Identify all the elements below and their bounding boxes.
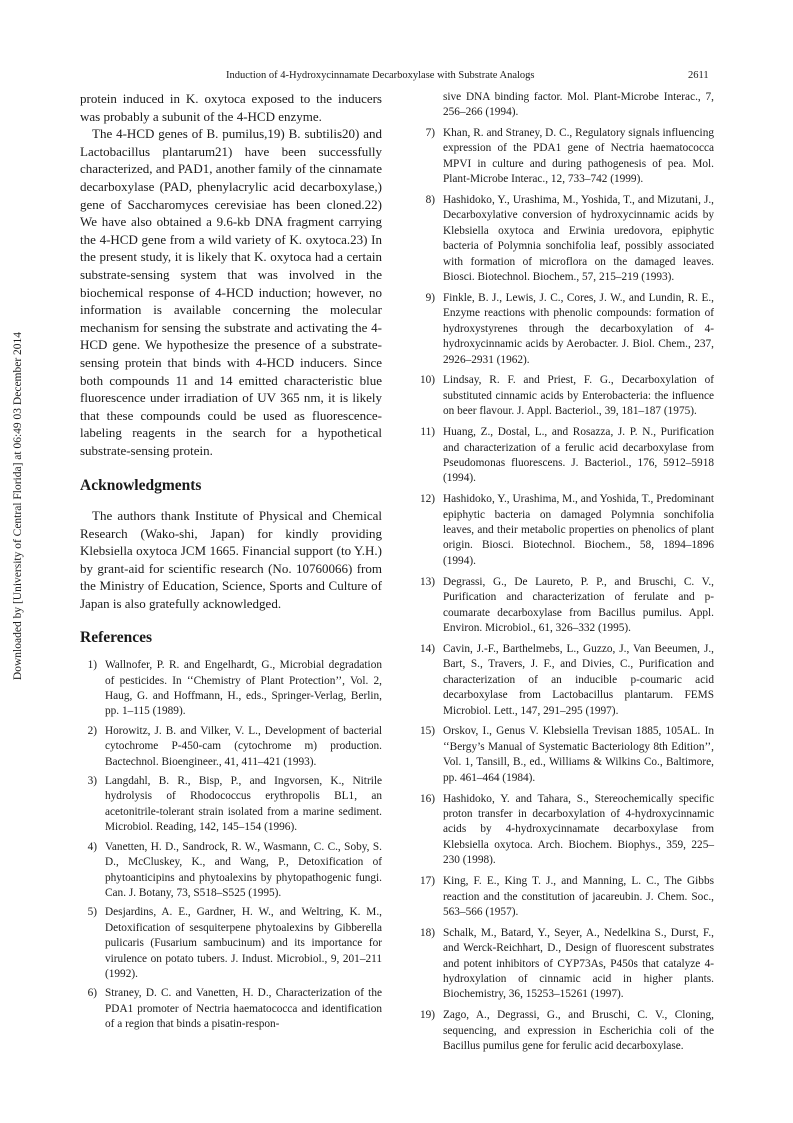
reference-item [412, 926, 714, 1003]
reference-text: Hashidoko, Y., Urashima, M., and Yoshida, T., Predominant epiphytic bacteria on damaged Polymnia sonchifolia leaves, and their metabolic properties on phenolics of plant origin. Biosci. Biotechnol. Biochem., 58, 1894–1896 (1994). [443, 493, 714, 567]
reference-number: 12) [419, 493, 435, 506]
reference-item [412, 642, 714, 719]
reference-number: 10) [419, 374, 435, 387]
reference-number: 15) [419, 725, 435, 738]
reference-text: Horowitz, J. B. and Vilker, V. L., Development of bacterial cytochrome P-450-cam (cytochrome m) production. Bactechnol. Bioengineer., 41, 411–421 (1993). [105, 724, 382, 768]
reference-number: 17) [419, 875, 435, 888]
reference-number: 2) [87, 724, 97, 737]
reference-number: 13) [419, 575, 435, 588]
reference-number: 1) [87, 659, 97, 672]
reference-item [80, 840, 382, 902]
reference-number: 6) [87, 987, 97, 1000]
reference-text: King, F. E., King T. J., and Manning, L. C., The Gibbs reaction and the constitution of jacareubin. J. Chem. Soc., 563–566 (1957). [443, 875, 714, 918]
reference-number: 18) [419, 926, 435, 939]
reference-text: Khan, R. and Straney, D. C., Regulatory signals influencing expression of the PDA1 gene of Nectria haematococca MPVI in culture and during pathogenesis of pea. Mol. Plant-Microbe Interac., 12, 733–742 (1999). [443, 126, 714, 186]
reference-text: Schalk, M., Batard, Y., Seyer, A., Nedelkina S., Durst, F., and Werck-Reichhart, D., Design of fluorescent substrates and potent inhibitors of CYP73As, P450s that catalyze 4-hydroxylation of cinnamic acid in higher plants. Biochemistry, 36, 15253–15261 (1997). [443, 926, 714, 1001]
reference-text: Lindsay, R. F. and Priest, F. G., Decarboxylation of substituted cinnamic acids by Enterobacteria: the influence on beer flavour. J. Appl. Bacteriol., 39, 181–187 (1975). [443, 374, 714, 418]
page-number: 2611 [688, 70, 709, 81]
reference-item [412, 193, 714, 285]
reference-continuation: sive DNA binding factor. Mol. Plant-Microbe Interac., 7, 256–266 (1994). [443, 91, 714, 119]
body-paragraph: The 4-HCD genes of B. pumilus,19) B. subtilis20) and Lactobacillus plantarum21) have been successfully characterized, and PAD1, another family of the cinnamate decarboxylase (PAD, phenylacrylic acid decarboxylase,) gene of Saccharomyces cerevisiae has been cloned.22) We have also obtained a 9.6-kb DNA fragment carrying the 4-HCD gene from a wild variety of K. oxytoca.23) In the present study, it is likely that K. oxytoca had a certain substrate-sensing system that was involved in the biochemical response of 4-HCD induction; however, no information is available concerning the molecular mechanism for sensing the substrate and activating the 4-HCD gene. We hypothesize the presence of a substrate-sensing protein that binds with 4-HCD inducers. Since both compounds 11 and 14 emitted characteristic blue fluorescence under irradiation of UV 365 nm, it is likely that these compounds could be used as fluorescence-labeling reagents in the search for a hypothetical substrate-sensing protein. [80, 126, 382, 458]
reference-item [80, 658, 382, 720]
reference-number: 11) [420, 426, 435, 439]
reference-number: 8) [425, 193, 435, 206]
reference-text: Desjardins, A. E., Gardner, H. W., and Weltring, K. M., Detoxification of sesquiterpene phytoalexins by Gibberella pulicaris (Fusarium sambucinum) and its importance for virulence on potato tubers. J. Indust. Microbiol., 9, 201–211 (1992). [105, 906, 382, 980]
reference-item [412, 492, 714, 569]
reference-item [80, 905, 382, 982]
reference-item [412, 874, 714, 920]
reference-item [412, 724, 714, 786]
reference-text: Vanetten, H. D., Sandrock, R. W., Wasmann, C. C., Soby, S. D., McCluskey, K., and Wang, P., Detoxification of phytoanticipins and phytoalexins by phytopathogenic fungi. Can. J. Botany, 73, S518–S525 (1995). [105, 840, 382, 899]
left-column [80, 90, 382, 1037]
reference-number: 14) [419, 642, 435, 655]
reference-text: Hashidoko, Y. and Tahara, S., Stereochemically specific proton transfer in decarboxylation of 4-hydroxycinnamic acids by 4-hydroxycinnamate decarboxylase from Klebsiella oxytoca. Arch. Biochem. Biophys., 359, 225–230 (1998). [443, 792, 714, 867]
reference-text: Cavin, J.-F., Barthelmebs, L., Guzzo, J., Van Beeumen, J., Bart, S., Travers, J. F., and Divies, C., Purification and characterization of an inducible p-coumaric acid decarboxylase from Lactobacillus plantarum. FEMS Microbiol. Lett., 147, 291–295 (1997). [443, 642, 714, 717]
references-heading: References [80, 628, 153, 646]
acknowledgments-heading: Acknowledgments [80, 477, 202, 495]
download-note: Downloaded by [University of Central Florida] at 06:49 03 December 2014 [12, 331, 24, 681]
reference-number: 16) [419, 792, 435, 805]
reference-item [412, 291, 714, 368]
reference-list-left [80, 658, 382, 1032]
reference-number: 7) [425, 126, 435, 139]
reference-text: Finkle, B. J., Lewis, J. C., Cores, J. W., and Lundin, R. E., Enzyme reactions with phenolic compounds: formation of hydroxystyrenes through the decarboxylation of 4-hydroxycinnamic acids by Aerobacter. J. Biol. Chem., 237, 2926–2931 (1962). [443, 291, 714, 366]
running-title: Induction of 4-Hydroxycinnamate Decarboxylase with Substrate Analogs [226, 70, 535, 81]
reference-number: 19) [419, 1009, 435, 1022]
right-column [412, 90, 714, 1060]
reference-text: Orskov, I., Genus V. Klebsiella Trevisan 1885, 105AL. In ‘‘Bergy’s Manual of Systematic Bacteriology 8th Edition’’, Vol. 1, Tansill, B., ed., Williams & Wilkins Co., Baltimore, pp. 461–464 (1984). [443, 725, 714, 784]
reference-number: 4) [87, 840, 97, 853]
reference-number: 5) [87, 906, 97, 919]
reference-text: Zago, A., Degrassi, G., and Bruschi, C. V., Cloning, sequencing, and expression in Escherichia coli of the Bacillus pumilus gene for ferulic acid decarboxylase. [443, 1009, 714, 1053]
reference-item [80, 724, 382, 770]
acknowledgments-text: The authors thank Institute of Physical and Chemical Research (Wako-shi, Japan) for kindly providing Klebsiella oxytoca JCM 1665. Financial support (to Y.H.) by grant-aid for scientific research (No. 10760066) from the Ministry of Education, Science, Sports and Culture of Japan is also gratefully acknowledged. [80, 508, 382, 612]
reference-text: Langdahl, B. R., Bisp, P., and Ingvorsen, K., Nitrile hydrolysis of Rhodococcus erythropolis BL1, an acetonitrile-tolerant strain isolated from a marine sediment. Microbiol. Reading, 142, 145–154 (1996). [105, 775, 382, 834]
reference-text: Degrassi, G., De Laureto, P. P., and Bruschi, C. V., Purification and characterization of ferulate and p-coumarate decarboxylase from Bacillus pumilus. Appl. Environ. Microbiol., 61, 326–332 (1995). [443, 575, 714, 634]
reference-item [80, 986, 382, 1032]
reference-item [412, 425, 714, 487]
reference-item [412, 575, 714, 637]
reference-text: Huang, Z., Dostal, L., and Rosazza, J. P. N., Purification and characterization of a ferulic acid decarboxylase from Pseudomonas fluorescens. J. Bacteriol., 176, 5912–5918 (1994). [443, 426, 714, 485]
reference-number: 3) [87, 775, 97, 788]
reference-item [80, 774, 382, 836]
reference-item [412, 373, 714, 419]
reference-text: Hashidoko, Y., Urashima, M., Yoshida, T., and Mizutani, J., Decarboxylative conversion of hydroxycinnamic acids by Klebsiella oxytoca and Erwinia uredovora, epiphytic bacteria of Polymnia sonchifolia leaf, possibly associated with formation of microflora on the damaged leaves. Biosci. Biotechnol. Biochem., 57, 215–219 (1993). [443, 193, 714, 283]
reference-text: Wallnofer, P. R. and Engelhardt, G., Microbial degradation of pesticides. In ‘‘Chemistry of Plant Protection’’, Vol. 2, Haug, G. and Hoffmann, H., eds., Springer-Verlag, Berlin, pp. 1–115 (1989). [105, 659, 382, 718]
body-paragraph: protein induced in K. oxytoca exposed to the inducers was probably a subunit of the 4-HCD enzyme. [80, 91, 382, 124]
reference-item [412, 126, 714, 188]
reference-text: Straney, D. C. and Vanetten, H. D., Characterization of the PDA1 promoter of Nectria haematococca and identification of a region that binds a pisatin-respon- [105, 987, 382, 1031]
download-watermark [0, 0, 24, 1123]
reference-item [412, 792, 714, 869]
reference-number: 9) [425, 291, 435, 304]
reference-item [412, 1008, 714, 1054]
